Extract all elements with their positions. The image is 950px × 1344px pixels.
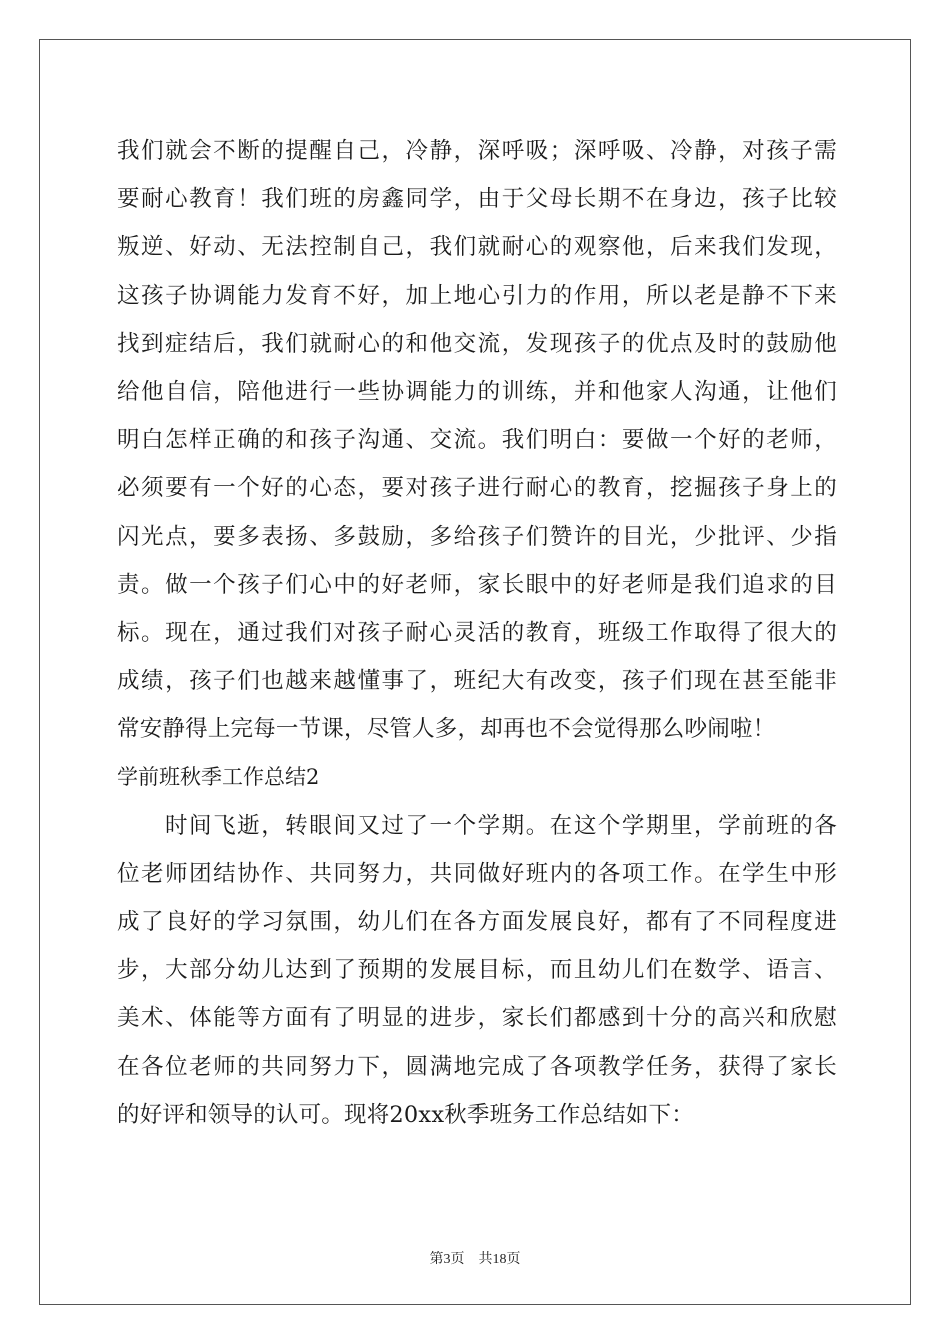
text-line: 步，大部分幼儿达到了预期的发展目标，而且幼儿们在数学、语言、 [117, 957, 837, 984]
page-footer [0, 1248, 950, 1268]
text-line: 美术、体能等方面有了明显的进步，家长们都感到十分的高兴和欣慰 [117, 1005, 837, 1032]
text-line: 我们就会不断的提醒自己，冷静，深呼吸；深呼吸、冷静，对孩子需 [117, 138, 837, 164]
text-line: 给他自信，陪他进行一些协调能力的训练，并和他家人沟通，让他们 [117, 378, 837, 405]
text-line: 在各位老师的共同努力下，圆满地完成了各项教学任务，获得了家长 [117, 1053, 837, 1080]
page-number: 第3页 [429, 1252, 465, 1267]
section-title: 学前班秋季工作总结2 [117, 765, 320, 790]
text-line: 时间飞逝，转眼间又过了一个学期。在这个学期里，学前班的各 [165, 812, 837, 839]
text-line: 的好评和领导的认可。现将20xx秋季班务工作总结如下： [117, 1101, 694, 1128]
document-body [117, 127, 837, 1139]
text-line: 要耐心教育！我们班的房鑫同学，由于父母长期不在身边，孩子比较 [117, 186, 837, 213]
text-line: 明白怎样正确的和孩子沟通、交流。我们明白：要做一个好的老师， [117, 427, 837, 454]
paragraph-2 [117, 802, 837, 1139]
text-line: 常安静得上完每一节课，尽管人多，却再也不会觉得那么吵闹啦！ [117, 716, 776, 743]
text-line: 找到症结后，我们就耐心的和他交流，发现孩子的优点及时的鼓励他 [117, 330, 837, 357]
paragraph-1 [117, 127, 837, 753]
text-line: 这孩子协调能力发育不好，加上地心引力的作用，所以老是静不下来 [117, 282, 837, 309]
text-line: 成绩，孩子们也越来越懂事了，班纪大有改变，孩子们现在甚至能非 [117, 668, 837, 695]
text-line: 闪光点，要多表扬、多鼓励，多给孩子们赞许的目光，少批评、少指 [117, 523, 837, 550]
text-line: 成了良好的学习氛围，幼儿们在各方面发展良好，都有了不同程度进 [117, 909, 837, 935]
text-line: 必须要有一个好的心态，要对孩子进行耐心的教育，挖掘孩子身上的 [117, 475, 837, 502]
text-line: 叛逆、好动、无法控制自己，我们就耐心的观察他，后来我们发现， [117, 234, 837, 261]
page-total: 共18页 [478, 1252, 521, 1267]
text-line: 标。现在，通过我们对孩子耐心灵活的教育，班级工作取得了很大的 [117, 619, 837, 646]
text-line: 责。做一个孩子们心中的好老师，家长眼中的好老师是我们追求的目 [117, 571, 837, 598]
text-line: 位老师团结协作、共同努力，共同做好班内的各项工作。在学生中形 [117, 860, 837, 887]
